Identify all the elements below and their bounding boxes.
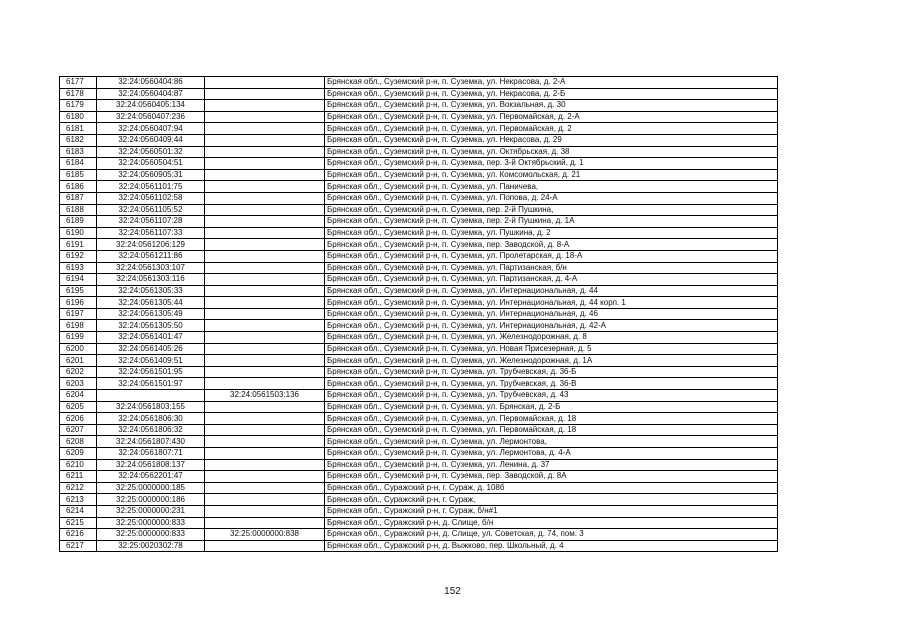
- cadastral-number-cell: 32:24:0560407:94: [97, 123, 205, 135]
- related-cadastral-number-cell: [205, 158, 325, 170]
- related-cadastral-number-cell: [205, 448, 325, 460]
- cadastral-number-cell: 32:24:0561501:95: [97, 366, 205, 378]
- table-row: [60, 169, 778, 181]
- related-cadastral-number-cell: [205, 297, 325, 309]
- address-cell: Брянская обл., Суземский р-н, п. Суземка, ул. Первомайская, д. 18: [325, 413, 778, 425]
- address-cell: Брянская обл., Суземский р-н, п. Суземка, ул. Пушкина, д. 2: [325, 227, 778, 239]
- cadastral-number-cell: [97, 390, 205, 402]
- row-index-cell: 6203: [60, 378, 97, 390]
- cadastral-number-cell: 32:24:0561501:97: [97, 378, 205, 390]
- related-cadastral-number-cell: [205, 540, 325, 552]
- table-row: [60, 540, 778, 552]
- related-cadastral-number-cell: [205, 227, 325, 239]
- row-index-cell: 6194: [60, 274, 97, 286]
- related-cadastral-number-cell: [205, 482, 325, 494]
- address-cell: Брянская обл., Суземский р-н, п. Суземка, ул. Паничева,: [325, 181, 778, 193]
- related-cadastral-number-cell: [205, 250, 325, 262]
- table-row: [60, 505, 778, 517]
- address-cell: Брянская обл., Суземский р-н, п. Суземка, ул. Новая Присезерная, д. 5: [325, 343, 778, 355]
- table-row: [60, 494, 778, 506]
- address-cell: Брянская обл., Суземский р-н, п. Суземка, ул. Железнодорожная, д. 1А: [325, 355, 778, 367]
- cadastral-number-cell: 32:25:0000000:833: [97, 517, 205, 529]
- address-cell: Брянская обл., Суземский р-н, п. Суземка, ул. Интернациональная, д. 44 корп. 1: [325, 297, 778, 309]
- row-index-cell: 6190: [60, 227, 97, 239]
- address-cell: Брянская обл., Суземский р-н, п. Суземка, ул. Интернациональная, д. 44: [325, 285, 778, 297]
- table-row: [60, 262, 778, 274]
- address-cell: Брянская обл., Суземский р-н, п. Суземка, ул. Ленина, д. 37: [325, 459, 778, 471]
- row-index-cell: 6179: [60, 100, 97, 112]
- row-index-cell: 6184: [60, 158, 97, 170]
- cadastral-number-cell: 32:24:0561305:49: [97, 308, 205, 320]
- cadastral-number-cell: 32:24:0561206:129: [97, 239, 205, 251]
- table-row: [60, 424, 778, 436]
- row-index-cell: 6209: [60, 448, 97, 460]
- address-cell: Брянская обл., Суземский р-н, п. Суземка, пер. 3-й Октябрьский, д. 1: [325, 158, 778, 170]
- records-table: [59, 76, 778, 552]
- table-row: [60, 204, 778, 216]
- table-row: [60, 390, 778, 402]
- cadastral-number-cell: 32:24:0561405:26: [97, 343, 205, 355]
- cadastral-number-cell: 32:25:0020302:78: [97, 540, 205, 552]
- address-cell: Брянская обл., Суражский р-н, г. Сураж, д. 108б: [325, 482, 778, 494]
- cadastral-number-cell: 32:24:0561107:33: [97, 227, 205, 239]
- row-index-cell: 6191: [60, 239, 97, 251]
- cadastral-number-cell: 32:24:0560501:32: [97, 146, 205, 158]
- row-index-cell: 6188: [60, 204, 97, 216]
- address-cell: Брянская обл., Суземский р-н, п. Суземка, ул. Октябрьская, д. 38: [325, 146, 778, 158]
- related-cadastral-number-cell: [205, 181, 325, 193]
- row-index-cell: 6211: [60, 471, 97, 483]
- cadastral-number-cell: 32:24:0561303:116: [97, 274, 205, 286]
- cadastral-number-cell: 32:24:0561409:51: [97, 355, 205, 367]
- table-row: [60, 216, 778, 228]
- row-index-cell: 6198: [60, 320, 97, 332]
- related-cadastral-number-cell: [205, 134, 325, 146]
- related-cadastral-number-cell: [205, 424, 325, 436]
- table-row: [60, 366, 778, 378]
- table-row: [60, 285, 778, 297]
- table-row: [60, 529, 778, 541]
- address-cell: Брянская обл., Суземский р-н, п. Суземка, ул. Партизанская, д. 4-А: [325, 274, 778, 286]
- address-cell: Брянская обл., Суземский р-н, п. Суземка, ул. Партизанская, б/н: [325, 262, 778, 274]
- row-index-cell: 6210: [60, 459, 97, 471]
- table-row: [60, 378, 778, 390]
- related-cadastral-number-cell: [205, 413, 325, 425]
- table-row: [60, 250, 778, 262]
- table-row: [60, 134, 778, 146]
- related-cadastral-number-cell: [205, 285, 325, 297]
- related-cadastral-number-cell: [205, 262, 325, 274]
- cadastral-number-cell: 32:24:0560409:44: [97, 134, 205, 146]
- table-row: [60, 308, 778, 320]
- row-index-cell: 6181: [60, 123, 97, 135]
- related-cadastral-number-cell: [205, 343, 325, 355]
- row-index-cell: 6196: [60, 297, 97, 309]
- related-cadastral-number-cell: [205, 494, 325, 506]
- cadastral-number-cell: 32:24:0560405:134: [97, 100, 205, 112]
- table-row: [60, 471, 778, 483]
- row-index-cell: 6193: [60, 262, 97, 274]
- related-cadastral-number-cell: [205, 332, 325, 344]
- address-cell: Брянская обл., Суземский р-н, п. Суземка, ул. Лермонтова,: [325, 436, 778, 448]
- cadastral-number-cell: 32:25:0000000:186: [97, 494, 205, 506]
- address-cell: Брянская обл., Суземский р-н, п. Суземка, ул. Лермонтова, д. 4-А: [325, 448, 778, 460]
- address-cell: Брянская обл., Суражский р-н, д. Слище, ул. Советская, д. 74, пом. 3: [325, 529, 778, 541]
- table-row: [60, 181, 778, 193]
- cadastral-number-cell: 32:24:0560404:86: [97, 77, 205, 89]
- address-cell: Брянская обл., Суземский р-н, п. Суземка, ул. Некрасова, д. 2-А: [325, 77, 778, 89]
- table-row: [60, 88, 778, 100]
- table-row: [60, 146, 778, 158]
- row-index-cell: 6204: [60, 390, 97, 402]
- row-index-cell: 6202: [60, 366, 97, 378]
- row-index-cell: 6182: [60, 134, 97, 146]
- row-index-cell: 6216: [60, 529, 97, 541]
- row-index-cell: 6217: [60, 540, 97, 552]
- row-index-cell: 6199: [60, 332, 97, 344]
- address-cell: Брянская обл., Суземский р-н, п. Суземка, ул. Вокзальная, д. 30: [325, 100, 778, 112]
- address-cell: Брянская обл., Суземский р-н, п. Суземка, ул. Трубчевская, д. 36-В: [325, 378, 778, 390]
- address-cell: Брянская обл., Суземский р-н, п. Суземка, пер. 2-й Пушкина, д. 1А: [325, 216, 778, 228]
- address-cell: Брянская обл., Суземский р-н, п. Суземка, ул. Комсомольская, д. 21: [325, 169, 778, 181]
- table-row: [60, 482, 778, 494]
- related-cadastral-number-cell: [205, 216, 325, 228]
- row-index-cell: 6186: [60, 181, 97, 193]
- table-row: [60, 320, 778, 332]
- related-cadastral-number-cell: [205, 111, 325, 123]
- address-cell: Брянская обл., Суземский р-н, п. Суземка, ул. Интернациональная, д. 42-А: [325, 320, 778, 332]
- cadastral-number-cell: 32:24:0561401:47: [97, 332, 205, 344]
- cadastral-number-cell: 32:24:0561305:50: [97, 320, 205, 332]
- cadastral-number-cell: 32:25:0000000:231: [97, 505, 205, 517]
- cadastral-number-cell: 32:24:0560504:51: [97, 158, 205, 170]
- table-row: [60, 123, 778, 135]
- cadastral-number-cell: 32:24:0560905:31: [97, 169, 205, 181]
- table-row: [60, 239, 778, 251]
- table-row: [60, 111, 778, 123]
- address-cell: Брянская обл., Суражский р-н, г. Сураж, б/н#1: [325, 505, 778, 517]
- row-index-cell: 6178: [60, 88, 97, 100]
- related-cadastral-number-cell: 32:24:0561503:136: [205, 390, 325, 402]
- cadastral-number-cell: 32:24:0561305:44: [97, 297, 205, 309]
- address-cell: Брянская обл., Суземский р-н, п. Суземка, ул. Некрасова, д. 29: [325, 134, 778, 146]
- address-cell: Брянская обл., Суземский р-н, п. Суземка, пер. Заводской, д. 8-А: [325, 239, 778, 251]
- row-index-cell: 6206: [60, 413, 97, 425]
- row-index-cell: 6192: [60, 250, 97, 262]
- records-table-body: [60, 77, 778, 552]
- table-row: [60, 448, 778, 460]
- related-cadastral-number-cell: [205, 401, 325, 413]
- related-cadastral-number-cell: [205, 378, 325, 390]
- row-index-cell: 6177: [60, 77, 97, 89]
- cadastral-number-cell: 32:24:0561107:28: [97, 216, 205, 228]
- row-index-cell: 6180: [60, 111, 97, 123]
- cadastral-number-cell: 32:24:0561806:30: [97, 413, 205, 425]
- cadastral-number-cell: 32:24:0562201:47: [97, 471, 205, 483]
- table-row: [60, 436, 778, 448]
- cadastral-number-cell: 32:24:0561211:86: [97, 250, 205, 262]
- table-row: [60, 332, 778, 344]
- related-cadastral-number-cell: [205, 320, 325, 332]
- row-index-cell: 6201: [60, 355, 97, 367]
- table-row: [60, 158, 778, 170]
- related-cadastral-number-cell: [205, 146, 325, 158]
- address-cell: Брянская обл., Суземский р-н, п. Суземка, ул. Некрасова, д. 2-Б: [325, 88, 778, 100]
- address-cell: Брянская обл., Суземский р-н, п. Суземка, ул. Брянская, д. 2-Б: [325, 401, 778, 413]
- related-cadastral-number-cell: [205, 88, 325, 100]
- row-index-cell: 6183: [60, 146, 97, 158]
- cadastral-number-cell: 32:24:0561806:32: [97, 424, 205, 436]
- related-cadastral-number-cell: [205, 436, 325, 448]
- row-index-cell: 6214: [60, 505, 97, 517]
- related-cadastral-number-cell: [205, 123, 325, 135]
- table-row: [60, 297, 778, 309]
- related-cadastral-number-cell: [205, 169, 325, 181]
- related-cadastral-number-cell: 32:25:0000000:838: [205, 529, 325, 541]
- row-index-cell: 6189: [60, 216, 97, 228]
- table-row: [60, 100, 778, 112]
- related-cadastral-number-cell: [205, 366, 325, 378]
- cadastral-number-cell: 32:24:0561102:58: [97, 192, 205, 204]
- address-cell: Брянская обл., Суземский р-н, п. Суземка, ул. Интернациональная, д. 46: [325, 308, 778, 320]
- related-cadastral-number-cell: [205, 459, 325, 471]
- cadastral-number-cell: 32:24:0561101:75: [97, 181, 205, 193]
- table-row: [60, 517, 778, 529]
- related-cadastral-number-cell: [205, 308, 325, 320]
- address-cell: Брянская обл., Суземский р-н, п. Суземка, ул. Пролетарская, д. 18-А: [325, 250, 778, 262]
- address-cell: Брянская обл., Суземский р-н, п. Суземка, ул. Трубчевская, д. 43: [325, 390, 778, 402]
- address-cell: Брянская обл., Суземский р-н, п. Суземка, ул. Железнодорожная, д. 8: [325, 332, 778, 344]
- row-index-cell: 6195: [60, 285, 97, 297]
- related-cadastral-number-cell: [205, 239, 325, 251]
- page-number: 152: [444, 586, 461, 597]
- cadastral-number-cell: 32:25:0000000:833: [97, 529, 205, 541]
- related-cadastral-number-cell: [205, 274, 325, 286]
- table-row: [60, 227, 778, 239]
- cadastral-number-cell: 32:25:0000000:185: [97, 482, 205, 494]
- related-cadastral-number-cell: [205, 192, 325, 204]
- row-index-cell: 6197: [60, 308, 97, 320]
- address-cell: Брянская обл., Суземский р-н, п. Суземка, ул. Первомайская, д. 2: [325, 123, 778, 135]
- table-row: [60, 343, 778, 355]
- related-cadastral-number-cell: [205, 517, 325, 529]
- cadastral-number-cell: 32:24:0560407:236: [97, 111, 205, 123]
- cadastral-number-cell: 32:24:0561803:155: [97, 401, 205, 413]
- row-index-cell: 6185: [60, 169, 97, 181]
- row-index-cell: 6187: [60, 192, 97, 204]
- address-cell: Брянская обл., Суземский р-н, п. Суземка, ул. Трубчевская, д. 36-Б: [325, 366, 778, 378]
- row-index-cell: 6212: [60, 482, 97, 494]
- table-row: [60, 355, 778, 367]
- address-cell: Брянская обл., Суземский р-н, п. Суземка, пер. Заводской, д. 8А: [325, 471, 778, 483]
- table-row: [60, 401, 778, 413]
- cadastral-number-cell: 32:24:0561807:430: [97, 436, 205, 448]
- related-cadastral-number-cell: [205, 77, 325, 89]
- address-cell: Брянская обл., Суземский р-н, п. Суземка, ул. Первомайская, д. 2-А: [325, 111, 778, 123]
- table-row: [60, 459, 778, 471]
- address-cell: Брянская обл., Суражский р-н, д. Выжково, пер. Школьный, д. 4: [325, 540, 778, 552]
- related-cadastral-number-cell: [205, 355, 325, 367]
- cadastral-number-cell: 32:24:0561303:107: [97, 262, 205, 274]
- address-cell: Брянская обл., Суражский р-н, д. Слище, б/н: [325, 517, 778, 529]
- address-cell: Брянская обл., Суземский р-н, п. Суземка, ул. Первомайская, д. 18: [325, 424, 778, 436]
- cadastral-number-cell: 32:24:0560404:87: [97, 88, 205, 100]
- row-index-cell: 6208: [60, 436, 97, 448]
- row-index-cell: 6215: [60, 517, 97, 529]
- row-index-cell: 6213: [60, 494, 97, 506]
- row-index-cell: 6207: [60, 424, 97, 436]
- row-index-cell: 6200: [60, 343, 97, 355]
- row-index-cell: 6205: [60, 401, 97, 413]
- cadastral-number-cell: 32:24:0561808:137: [97, 459, 205, 471]
- table-row: [60, 192, 778, 204]
- related-cadastral-number-cell: [205, 100, 325, 112]
- cadastral-number-cell: 32:24:0561305:33: [97, 285, 205, 297]
- table-row: [60, 274, 778, 286]
- related-cadastral-number-cell: [205, 204, 325, 216]
- related-cadastral-number-cell: [205, 471, 325, 483]
- table-row: [60, 413, 778, 425]
- cadastral-number-cell: 32:24:0561105:52: [97, 204, 205, 216]
- cadastral-number-cell: 32:24:0561807:71: [97, 448, 205, 460]
- table-row: [60, 77, 778, 89]
- address-cell: Брянская обл., Суземский р-н, п. Суземка, пер. 2-й Пушкина,: [325, 204, 778, 216]
- related-cadastral-number-cell: [205, 505, 325, 517]
- address-cell: Брянская обл., Суземский р-н, п. Суземка, ул. Попова, д. 24-А: [325, 192, 778, 204]
- address-cell: Брянская обл., Суражский р-н, г. Сураж,: [325, 494, 778, 506]
